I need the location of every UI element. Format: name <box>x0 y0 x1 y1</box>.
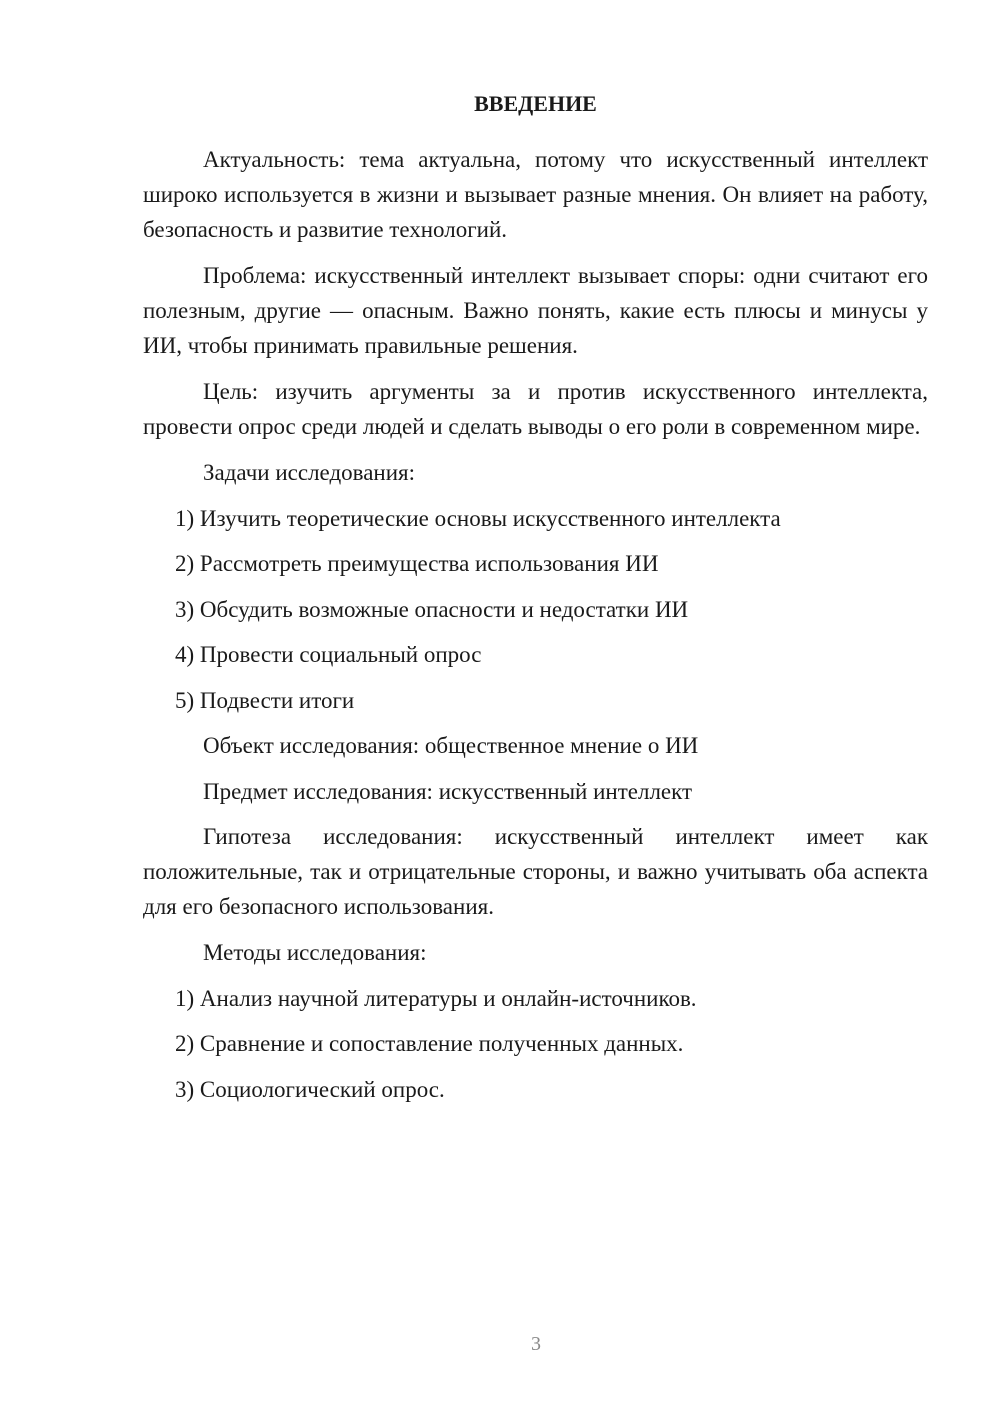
method-item: 1) Анализ научной литературы и онлайн-источников. <box>175 985 697 1011</box>
task-item: 4) Провести социальный опрос <box>175 642 482 667</box>
research-object: Объект исследования: общественное мнение о ИИ <box>203 733 699 758</box>
methods-label: Методы исследования: <box>203 940 427 965</box>
relevance-paragraph: Актуальность: тема актуальна, потому что искусственный интеллект широко используется в жизни и вызывает разные мнения. Он влияет на работу, безопасность и развитие технологий. <box>143 147 928 242</box>
tasks-label: Задачи исследования: <box>203 460 416 485</box>
hypothesis-paragraph: Гипотеза исследования: искусственный интеллект имеет как положительные, так и отрицательные стороны, и важно учитывать оба аспекта для его безопасного использования. <box>143 824 928 919</box>
problem-paragraph: Проблема: искусственный интеллект вызывает споры: одни считают его полезным, другие — опасным. Важно понять, какие есть плюсы и минусы у ИИ, чтобы принимать правильные решения. <box>143 263 928 358</box>
method-item: 2) Сравнение и сопоставление полученных данных. <box>175 1031 684 1056</box>
task-item: 3) Обсудить возможные опасности и недостатки ИИ <box>175 596 689 622</box>
section-heading: ВВЕДЕНИЕ <box>474 91 597 116</box>
task-item: 5) Подвести итоги <box>175 687 355 713</box>
goal-paragraph: Цель: изучить аргументы за и против искусственного интеллекта, провести опрос среди людей и сделать выводы о его роли в современном мире. <box>143 379 928 439</box>
page-content <box>143 90 928 1117</box>
research-subject: Предмет исследования: искусственный интеллект <box>203 778 693 804</box>
task-item: 1) Изучить теоретические основы искусственного интеллекта <box>175 505 781 531</box>
method-item: 3) Социологический опрос. <box>175 1076 445 1102</box>
task-item: 2) Рассмотреть преимущества использования ИИ <box>175 551 659 576</box>
page-number: 3 <box>531 1333 541 1355</box>
